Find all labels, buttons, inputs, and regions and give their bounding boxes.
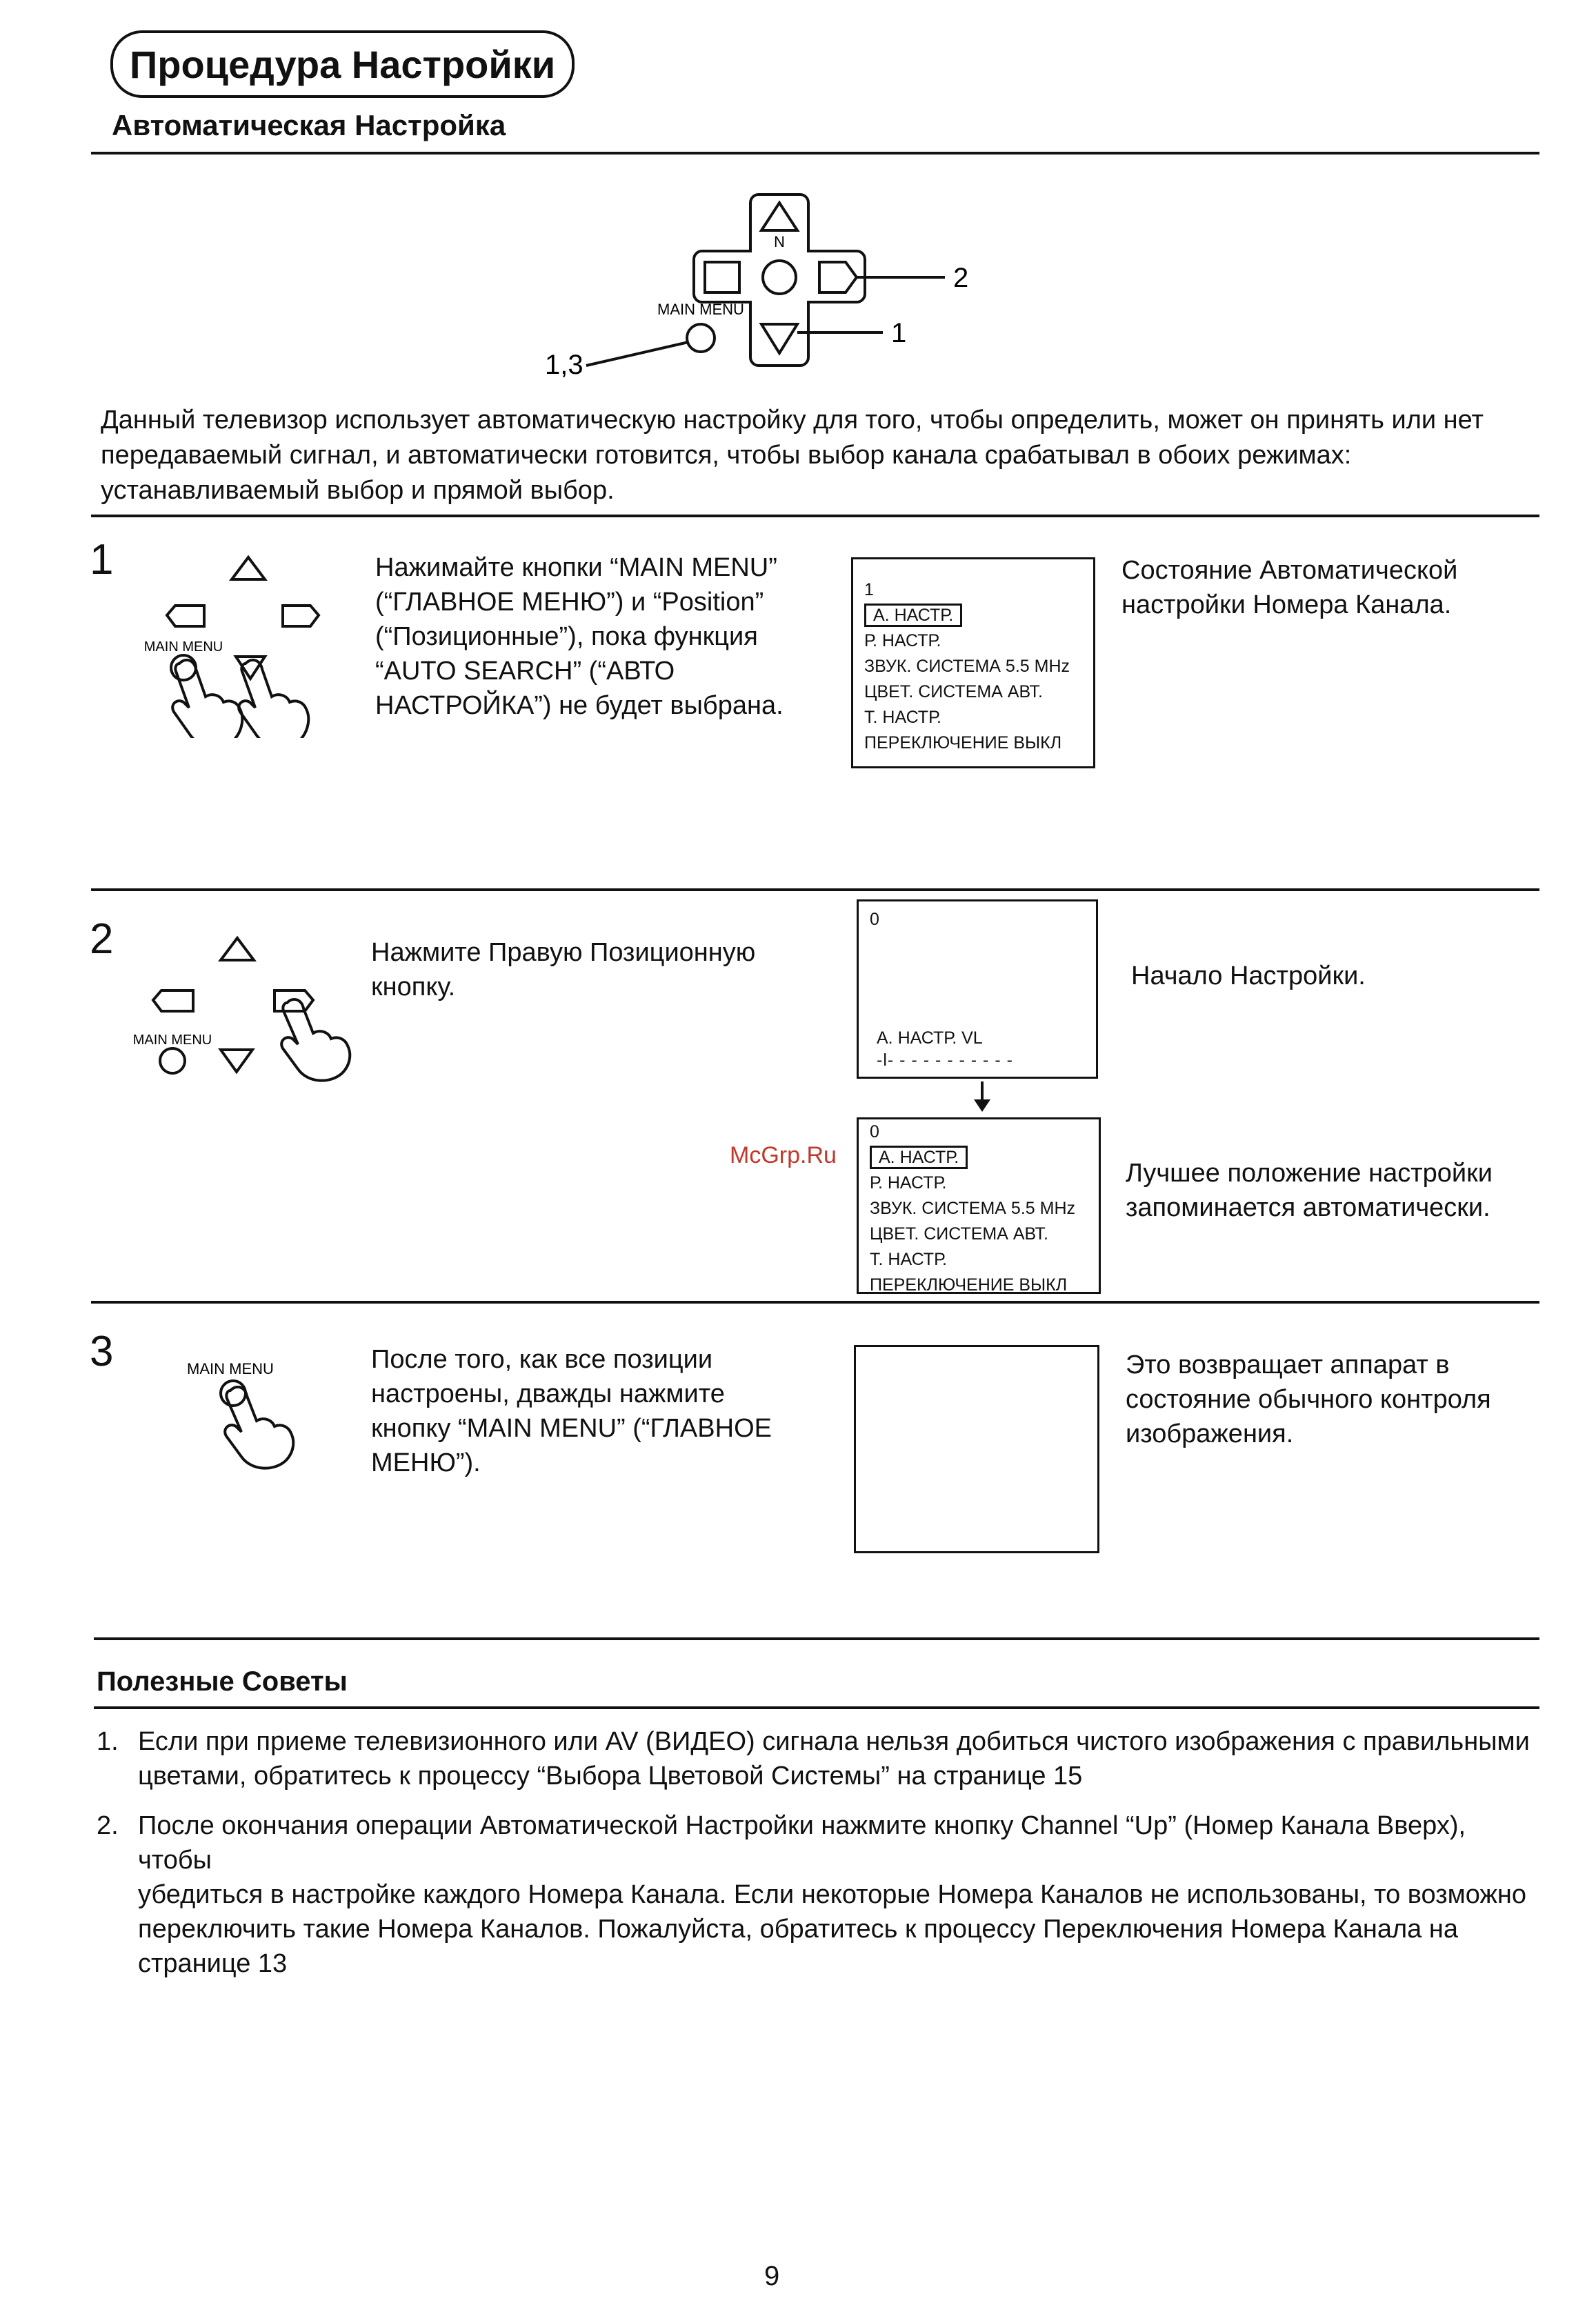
step-2-instructions: Нажмите Правую Позиционную кнопку. — [371, 938, 756, 1001]
down-arrow-icon — [968, 1080, 996, 1115]
up-arrow-icon — [221, 938, 254, 960]
main-menu-label: MAIN MENU — [657, 301, 744, 318]
main-menu-button-icon — [687, 324, 715, 352]
main-menu-button-icon — [160, 1048, 185, 1073]
callout-1-3: 1,3 — [545, 350, 583, 380]
step-3-osd-blank-screen — [854, 1345, 1099, 1553]
page-title: Процедура Настройки — [110, 30, 575, 98]
center-n-button-icon — [763, 261, 796, 294]
down-arrow-icon — [221, 1050, 252, 1072]
callout-2: 2 — [953, 263, 969, 293]
main-menu-label: MAIN MENU — [187, 1360, 274, 1377]
up-arrow-icon — [761, 203, 797, 230]
step-3-number: 3 — [90, 1328, 114, 1375]
tuning-progress-bar: -l- - - - - - - - - - - — [877, 1050, 1013, 1070]
down-arrow-icon — [761, 324, 797, 353]
tips-divider — [94, 1706, 1539, 1709]
step-2-note-result: Лучшее положение настройки запоминается автоматически. — [1126, 1159, 1493, 1222]
step-2-osd-start-screen: 0 А. НАСТР. VL -l- - - - - - - - - - - — [857, 899, 1098, 1079]
left-arrow-icon — [705, 262, 739, 292]
tip-item-1: 1. Если при приеме телевизионного или AV (ВИДЕО) сигнала нельзя добиться чистого изображения с правильными цветами, обратитесь к процессу “Выбора Цветовой Системы” на странице 15 — [97, 1727, 1530, 1791]
tip-item-2: 2. После окончания операции Автоматической Настройки нажмите кнопку Channel “Up” (Номер Канала Вверх), чтобы убедиться в настройке каждого Номера Канала. Если некоторые Номера Каналов не использованы, то возможно переключить такие Номера Каналов. Пожалуйста, обратитесь к процессу Переключения Номера Канала на странице 13 — [97, 1811, 1527, 1978]
left-arrow-icon — [153, 990, 193, 1011]
step-1-note: Состояние Автоматической настройки Номера Канала. — [1121, 556, 1458, 619]
right-arrow-icon — [283, 606, 319, 626]
right-arrow-icon — [819, 262, 857, 292]
up-arrow-icon — [232, 557, 265, 579]
pressing-hand-icon — [225, 1387, 293, 1468]
step-3-note: Это возвращает аппарат в состояние обычного контроля изображения. — [1126, 1350, 1491, 1448]
step-2-divider — [91, 1301, 1539, 1304]
step-2-number: 2 — [90, 915, 114, 963]
page-number: 9 — [764, 2261, 780, 2291]
step-1-number: 1 — [90, 536, 114, 584]
callout-1: 1 — [891, 318, 907, 348]
left-arrow-icon — [167, 606, 204, 626]
main-menu-button-icon — [221, 1381, 246, 1406]
tips-title: Полезные Советы — [97, 1666, 348, 1697]
step-1-divider — [91, 888, 1539, 891]
osd-highlighted-item: А. НАСТР. — [870, 1146, 968, 1169]
step-1-illustration — [138, 545, 359, 738]
step-3-instructions: После того, как все позиции настроены, дважды нажмите кнопку “MAIN MENU” (“ГЛАВНОЕ МЕНЮ”). — [371, 1345, 772, 1477]
step-3-illustration — [172, 1352, 331, 1483]
main-menu-label: MAIN MENU — [132, 1033, 212, 1048]
intro-paragraph: Данный телевизор использует автоматическую настройку для того, чтобы определить, может он принять или нет передаваемый сигнал, и автоматически готовится, чтобы выбор канала срабатывал в обоих режимах: устанавливаемый выбор и прямой выбор. — [101, 406, 1484, 505]
section-subtitle: Автоматическая Настройка — [112, 109, 506, 141]
osd-highlighted-item: А. НАСТР. — [864, 604, 962, 627]
step-2-illustration — [124, 931, 372, 1097]
watermark: McGrp.Ru — [730, 1142, 837, 1168]
n-label: N — [774, 233, 785, 250]
dpad-outline — [694, 195, 865, 366]
header-divider — [91, 152, 1539, 154]
step-2-note-start: Начало Настройки. — [1131, 961, 1366, 990]
main-menu-label: MAIN MENU — [143, 639, 223, 655]
step-1-instructions: Нажимайте кнопки “MAIN MENU” (“ГЛАВНОЕ МЕНЮ”) и “Position” (“Позиционные”), пока функция “AUTO SEARCH” (“АВТО НАСТРОЙКА”) не будет выбрана. — [375, 553, 784, 720]
right-arrow-icon — [275, 990, 313, 1011]
pressing-hand-icon — [239, 660, 308, 738]
remote-control-diagram — [524, 179, 1035, 386]
pressing-hand-icon — [172, 660, 242, 738]
step-1-osd-screen: 1 А. НАСТР. Р. НАСТР. ЗВУК. СИСТЕМА 5.5 MHz ЦВЕТ. СИСТЕМА АВТ. Т. НАСТР. ПЕРЕКЛЮЧЕНИЕ ВЫКЛ — [851, 557, 1095, 768]
tips-top-divider — [94, 1637, 1539, 1640]
intro-divider — [91, 515, 1539, 517]
step-2-osd-result-screen: 0 А. НАСТР. Р. НАСТР. ЗВУК. СИСТЕМА 5.5 MHz ЦВЕТ. СИСТЕМА АВТ. Т. НАСТР. ПЕРЕКЛЮЧЕНИЕ ВЫКЛ — [857, 1117, 1101, 1294]
